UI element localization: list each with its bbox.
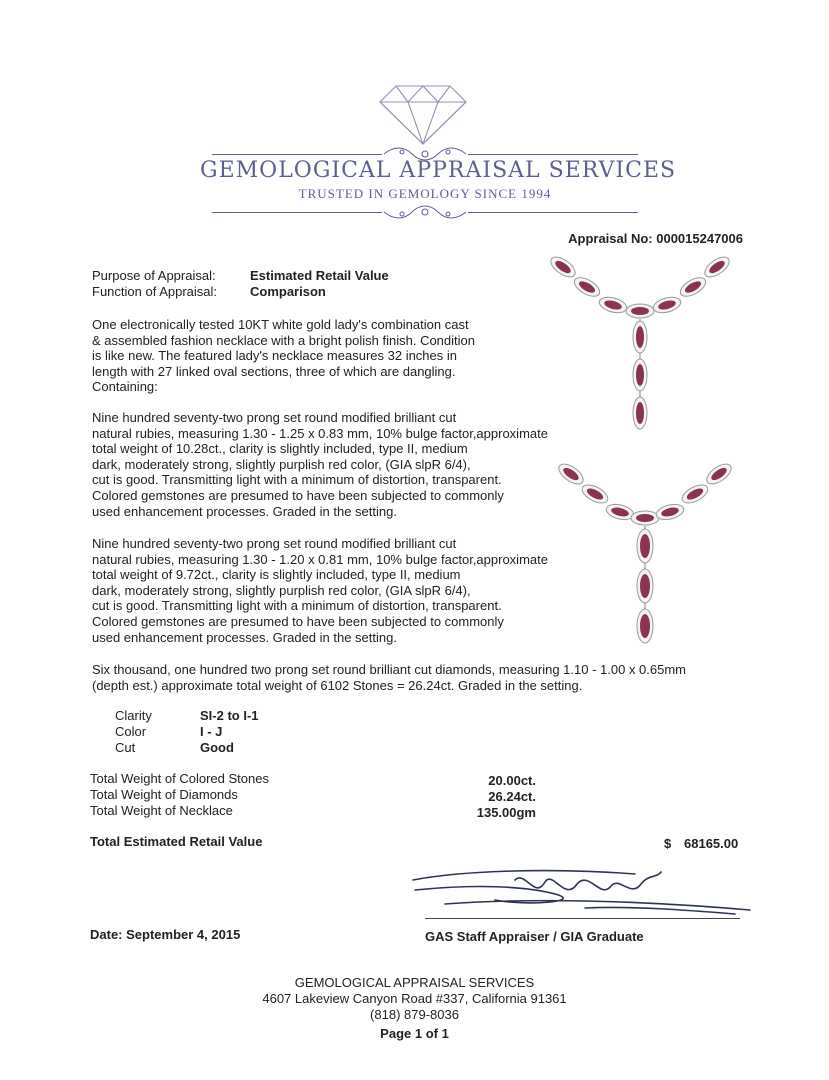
clarity-value: SI-2 to I-1 (200, 708, 259, 723)
cut-value: Good (200, 740, 234, 755)
appraisal-date: Date: September 4, 2015 (90, 927, 241, 942)
signature-line (425, 918, 740, 919)
total-colored-value: 20.00ct. (488, 773, 536, 788)
purpose-value: Estimated Retail Value (250, 268, 389, 283)
total-necklace-value: 135.00gm (476, 805, 536, 820)
footer-phone: (818) 879-8036 (370, 1007, 459, 1022)
footer-company: GEMOLOGICAL APPRAISAL SERVICES (294, 975, 535, 990)
clarity-label: Clarity (115, 708, 152, 723)
color-label: Color (115, 724, 147, 739)
retail-currency: $ (664, 836, 672, 851)
function-label: Function of Appraisal: (92, 284, 218, 299)
appraiser-title: GAS Staff Appraiser / GIA Graduate (425, 929, 644, 944)
necklace-photo-top (545, 255, 735, 435)
cut-label: Cut (115, 740, 136, 755)
total-colored-label: Total Weight of Colored Stones (90, 771, 269, 786)
company-logo (200, 84, 677, 229)
function-value: Comparison (250, 284, 326, 299)
total-diamonds-label: Total Weight of Diamonds (90, 787, 238, 802)
purpose-label: Purpose of Appraisal: (92, 268, 216, 283)
necklace-description: One electronically tested 10KT white gold lady's combination cast & assembled fashion necklace with a bright polish finish. Condition is like new. The featured lady's necklace measures 32 inches in length with 27 linked oval sections, three of which are dangling. Containing: (92, 317, 475, 395)
page-number: Page 1 of 1 (380, 1026, 449, 1041)
necklace-photo-bottom (555, 462, 735, 647)
appraisal-number: Appraisal No: 000015247006 (568, 231, 743, 246)
ornament-bottom-icon (382, 202, 468, 222)
diamond-outline-icon (378, 84, 468, 146)
total-necklace-label: Total Weight of Necklace (90, 803, 233, 818)
footer-address: 4607 Lakeview Canyon Road #337, California 91361 (262, 991, 567, 1006)
retail-label: Total Estimated Retail Value (90, 834, 263, 849)
company-name: GEMOLOGICAL APPRAISAL SERVICES (200, 158, 677, 183)
total-diamonds-value: 26.24ct. (488, 789, 536, 804)
ruby-group-2-description: Nine hundred seventy-two prong set round modified brilliant cut natural rubies, measuring 1.30 - 1.20 x 0.81 mm, 10% bulge factor,approximate total weight of 9.72ct., clarity is slightly included, type II, medium dark, moderately strong, slightly purplish red color, (GIA slpR 6/4), cut is good. Transmitting light with a minimum of distortion, transparent. Colored gemstones are presumed to have been subjected to commonly used enhancement processes. Graded in the setting. (92, 536, 548, 645)
ruby-group-1-description: Nine hundred seventy-two prong set round modified brilliant cut natural rubies, measuring 1.30 - 1.25 x 0.83 mm, 10% bulge factor,approximate total weight of 10.28ct., clarity is slightly included, type II, medium dark, moderately strong, slightly purplish red color, (GIA slpR 6/4), cut is good. Transmitting light with a minimum of distortion, transparent. Colored gemstones are presumed to have been subjected to commonly used enhancement processes. Graded in the setting. (92, 410, 548, 519)
company-tagline: TRUSTED IN GEMOLOGY SINCE 1994 (298, 186, 552, 201)
signature (405, 860, 755, 922)
retail-value: 68165.00 (684, 836, 739, 851)
diamond-description: Six thousand, one hundred two prong set round brilliant cut diamonds, measuring 1.10 - 1.00 x 0.65mm (depth est.) approximate total weight of 6102 Stones = 26.24ct. Graded in the setting. (92, 662, 687, 693)
color-value: I - J (200, 724, 223, 739)
